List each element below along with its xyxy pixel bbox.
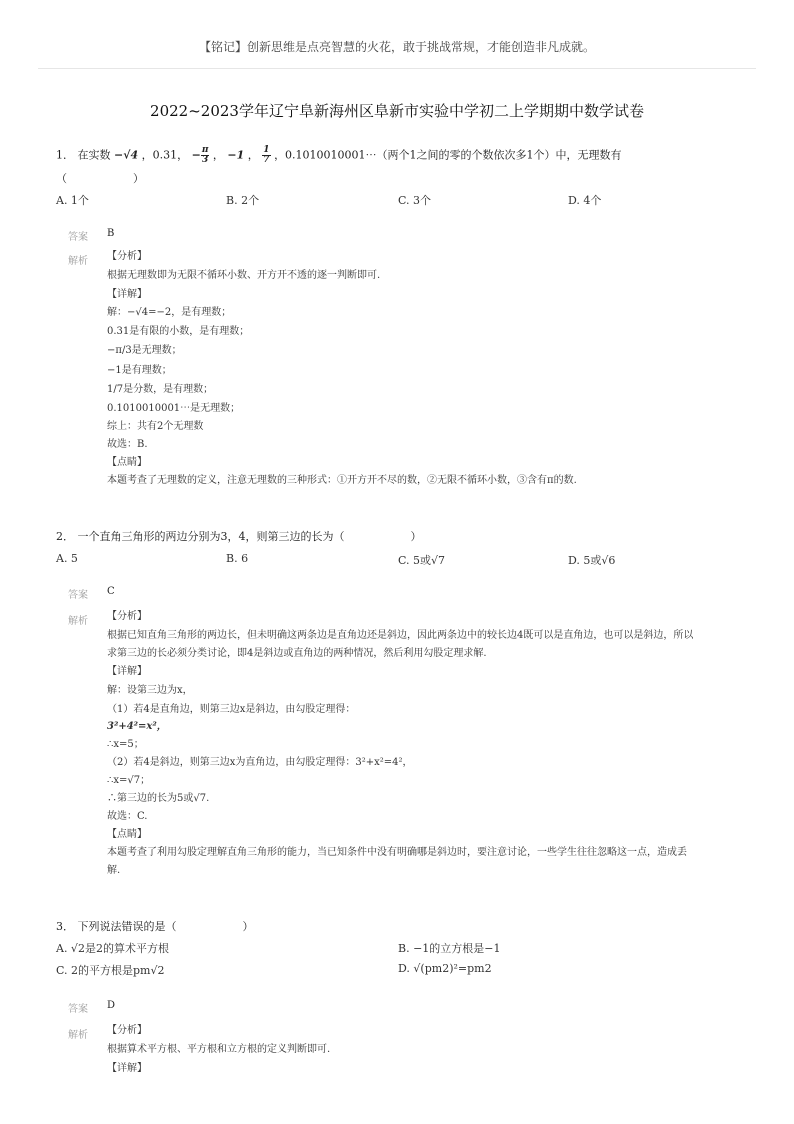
answer-label: 答案 xyxy=(68,1004,88,1015)
option-b[interactable]: B. −1的立方根是−1 xyxy=(398,942,501,955)
math-fraction-pi-3: $\frac{\pi}{3}$ xyxy=(201,145,209,165)
analysis-line: 0.31是有限的小数，是有理数； xyxy=(107,326,250,337)
analysis-line: 【详解】 xyxy=(107,289,147,300)
answer-value: C xyxy=(107,586,115,597)
analysis-line: 本题考查了利用勾股定理解直角三角形的能力，当已知条件中没有明确哪是斜边时，要注意讨论，一些学生往往忽略这一点，造成丢 xyxy=(107,847,687,858)
stem-text: ，0.31， xyxy=(141,148,189,162)
stem-text: ， xyxy=(247,148,259,162)
analysis-line: 【分析】 xyxy=(107,611,147,622)
option-d[interactable]: D. 4个 xyxy=(568,194,602,207)
analysis-line: 故选：B. xyxy=(107,439,148,450)
answer-label: 答案 xyxy=(68,232,88,243)
analysis-line: 【详解】 xyxy=(107,1063,147,1074)
option-c[interactable]: C. 5或√7 xyxy=(398,554,446,567)
analysis-line: 【详解】 xyxy=(107,666,147,677)
analysis-line: 1/7是分数，是有理数； xyxy=(107,384,214,395)
option-b[interactable]: B. 2个 xyxy=(226,194,260,207)
analysis-line: −π/3是无理数； xyxy=(107,345,182,356)
question-2-stem xyxy=(56,528,422,544)
analysis-line: ∴x=√7； xyxy=(107,775,151,786)
analysis-label: 解析 xyxy=(68,1030,88,1041)
answer-value: B xyxy=(107,228,115,239)
analysis-line: 【分析】 xyxy=(107,251,147,262)
analysis-line: 解. xyxy=(107,865,121,876)
question-3-stem xyxy=(56,918,254,934)
option-d[interactable]: D. 5或√6 xyxy=(568,554,616,567)
option-d[interactable]: D. √(pm2)²=pm2 xyxy=(398,962,492,975)
analysis-line: −1是有理数； xyxy=(107,365,172,376)
header-divider xyxy=(38,68,756,69)
analysis-label: 解析 xyxy=(68,616,88,627)
analysis-line: 求第三边的长必须分类讨论，即4是斜边或直角边的两种情况，然后利用勾股定理求解. xyxy=(107,648,487,659)
option-c[interactable]: C. 2的平方根是pm√2 xyxy=(56,964,165,977)
answer-value: D xyxy=(107,1000,116,1011)
math-neg-one: −1 xyxy=(227,148,245,162)
page-title: 2022~2023学年辽宁阜新海州区阜新市实验中学初二上学期期中数学试卷 xyxy=(150,102,644,120)
motto-banner: 【铭记】创新思维是点亮智慧的火花，敢于挑战常规，才能创造非凡成就。 xyxy=(198,40,595,54)
analysis-line: 解：−√4=−2，是有理数； xyxy=(107,307,232,318)
analysis-line: ∴x=5； xyxy=(107,739,144,750)
analysis-line: 0.1010010001⋯是无理数； xyxy=(107,403,241,414)
math-sign: − xyxy=(191,148,201,162)
analysis-label: 解析 xyxy=(68,256,88,267)
option-a[interactable]: A. 5 xyxy=(56,552,78,565)
question-1-paren: （ ） xyxy=(56,172,144,185)
analysis-line: 根据无理数即为无限不循环小数、开方开不透的逐一判断即可. xyxy=(107,270,381,281)
option-a[interactable]: A. 1个 xyxy=(56,194,89,207)
question-1-stem xyxy=(56,146,622,165)
analysis-line: 故选：C. xyxy=(107,811,148,822)
question-number: 3． xyxy=(56,920,74,933)
answer-label: 答案 xyxy=(68,590,88,601)
stem-text: ， xyxy=(212,148,224,162)
option-c[interactable]: C. 3个 xyxy=(398,194,432,207)
analysis-line: 【点睛】 xyxy=(107,829,147,840)
analysis-line: 本题考查了无理数的定义，注意无理数的三种形式：①开方开不尽的数，②无限不循环小数，③含有π的数. xyxy=(107,475,577,486)
option-b[interactable]: B. 6 xyxy=(226,552,249,565)
analysis-line: 【点睛】 xyxy=(107,457,147,468)
math-fraction-1-7: $\frac{1}{7}$ xyxy=(263,145,270,165)
analysis-line: 解：设第三边为x， xyxy=(107,685,193,696)
analysis-line: （2）若4是斜边，则第三边x为直角边，由勾股定理得：3²+x²=4²， xyxy=(107,757,413,768)
analysis-line: 根据算术平方根、平方根和立方根的定义判断即可. xyxy=(107,1044,331,1055)
question-number: 2． xyxy=(56,530,74,543)
analysis-equation: 3²+4²=x²， xyxy=(107,721,167,732)
question-number: 1． xyxy=(56,148,74,162)
analysis-line: （1）若4是直角边，则第三边x是斜边，由勾股定理得： xyxy=(107,704,356,715)
analysis-line: 【分析】 xyxy=(107,1025,147,1036)
math-neg-sqrt4: −√4 xyxy=(114,148,139,162)
analysis-line: ∴第三边的长为5或√7. xyxy=(107,793,210,804)
stem-text: 一个直角三角形的两边分别为3，4，则第三边的长为（ ） xyxy=(77,530,422,543)
option-a[interactable]: A. √2是2的算术平方根 xyxy=(56,942,169,955)
stem-text: ，0.1010010001⋯（两个1之间的零的个数依次多1个）中，无理数有 xyxy=(274,148,622,162)
stem-text: 在实数 xyxy=(77,148,111,162)
stem-text: 下列说法错误的是（ ） xyxy=(77,920,254,933)
analysis-line: 综上：共有2个无理数 xyxy=(107,421,204,432)
analysis-line: 根据已知直角三角形的两边长，但未明确这两条边是直角边还是斜边，因此两条边中的较长边4既可以是直角边，也可以是斜边，所以 xyxy=(107,630,694,641)
